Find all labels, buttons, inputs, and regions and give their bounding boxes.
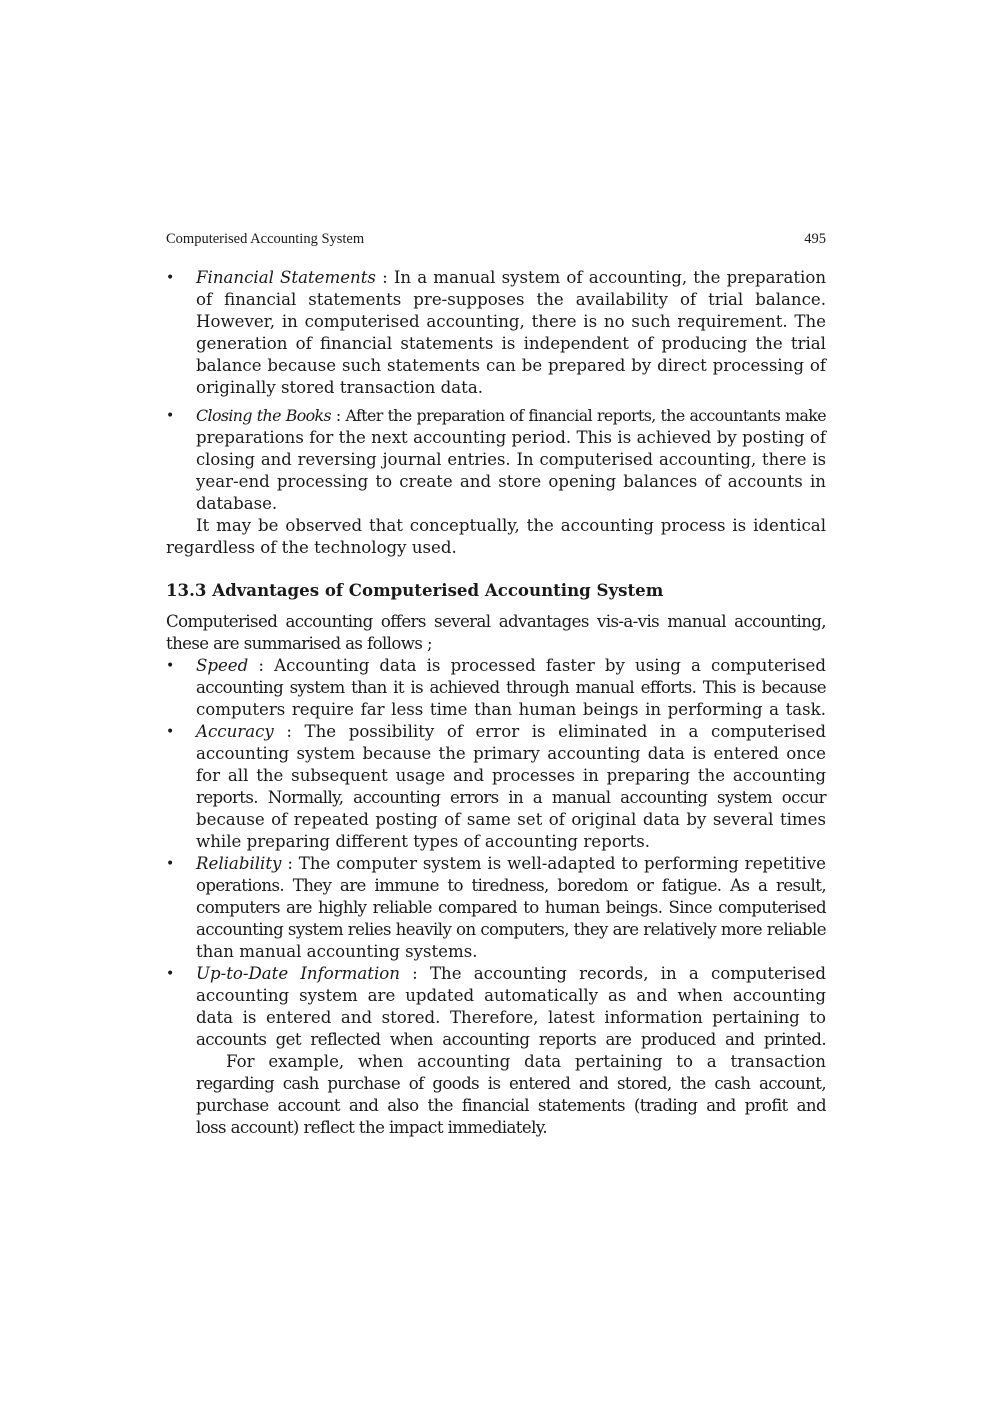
paragraph-line: accounting system because the primary accounting data is entered once [196, 744, 826, 763]
paragraph-line: operations. They are immune to tiredness, boredom or fatigue. As a result, [196, 876, 826, 895]
term-financial-statements: Financial Statements [196, 268, 376, 287]
paragraph-line: However, in computerised accounting, there is no such requirement. The [196, 312, 826, 331]
paragraph-line: balance because such statements can be prepared by direct processing of [196, 356, 826, 375]
bullet-icon: • [166, 658, 175, 674]
page-number: 495 [804, 231, 826, 247]
term-reliability: Reliability [196, 854, 282, 873]
paragraph-line: than manual accounting systems. [196, 942, 478, 961]
running-title: Computerised Accounting System [166, 231, 365, 247]
running-header [166, 231, 826, 249]
paragraph-line: purchase account and also the financial statements (trading and profit and [196, 1096, 826, 1115]
paragraph-line: data is entered and stored. Therefore, latest information pertaining to [196, 1008, 826, 1027]
paragraph-line: reports. Normally, accounting errors in a manual accounting system occur [196, 788, 826, 807]
paragraph-line: accounts get reflected when accounting reports are produced and printed. [196, 1030, 826, 1049]
section-heading: 13.3 Advantages of Computerised Accounting System [166, 580, 664, 600]
paragraph-line: generation of financial statements is independent of producing the trial [196, 334, 826, 353]
paragraph-line: originally stored transaction data. [196, 378, 483, 397]
paragraph-line: accounting system than it is achieved through manual efforts. This is because [196, 678, 826, 697]
term-up-to-date-information: Up-to-Date Information [196, 964, 400, 983]
paragraph-line: while preparing different types of accounting reports. [196, 832, 651, 851]
bullet-icon: • [166, 966, 175, 982]
paragraph-line: It may be observed that conceptually, the accounting process is identical [196, 516, 826, 535]
paragraph-line: Closing the Books : After the preparation of financial reports, the accountants make [196, 406, 826, 425]
paragraph-line: For example, when accounting data pertaining to a transaction [226, 1052, 826, 1071]
term-closing-the-books: Closing the Books [196, 406, 332, 425]
paragraph-line: Financial Statements : In a manual system of accounting, the preparation [196, 268, 827, 287]
bullet-icon: • [166, 408, 175, 424]
paragraph-line: Speed : Accounting data is processed faster by using a computerised [196, 656, 826, 675]
bullet-icon: • [166, 856, 175, 872]
paragraph-line: loss account) reflect the impact immediately. [196, 1118, 548, 1137]
term-accuracy: Accuracy [196, 722, 274, 741]
paragraph-line: computers require far less time than human beings in performing a task. [196, 700, 826, 719]
paragraph-line: preparations for the next accounting period. This is achieved by posting of [196, 428, 826, 447]
paragraph-line: of financial statements pre-supposes the availability of trial balance. [196, 290, 826, 309]
paragraph-line: because of repeated posting of same set of original data by several times [196, 810, 826, 829]
paragraph-line: closing and reversing journal entries. In computerised accounting, there is [196, 450, 826, 469]
paragraph-line: regarding cash purchase of goods is entered and stored, the cash account, [196, 1074, 826, 1093]
paragraph-line: Accuracy : The possibility of error is eliminated in a computerised [196, 722, 826, 741]
term-speed: Speed [196, 656, 249, 675]
paragraph-line: these are summarised as follows ; [166, 634, 432, 653]
bullet-icon: • [166, 724, 175, 740]
paragraph-line: regardless of the technology used. [166, 538, 457, 557]
paragraph-line: for all the subsequent usage and processes in preparing the accounting [196, 766, 826, 785]
paragraph-line: Computerised accounting offers several advantages vis-a-vis manual accounting, [166, 612, 826, 631]
paragraph-line: computers are highly reliable compared to human beings. Since computerised [196, 898, 826, 917]
bullet-icon: • [166, 270, 175, 286]
paragraph-line: Up-to-Date Information : The accounting records, in a computerised [196, 964, 827, 983]
paragraph-line: year-end processing to create and store opening balances of accounts in [196, 472, 826, 491]
paragraph-line: accounting system are updated automatically as and when accounting [196, 986, 826, 1005]
paragraph-line: database. [196, 494, 278, 513]
paragraph-line: Reliability : The computer system is well-adapted to performing repetitive [196, 854, 826, 873]
paragraph-line: accounting system relies heavily on computers, they are relatively more reliable [196, 920, 826, 939]
